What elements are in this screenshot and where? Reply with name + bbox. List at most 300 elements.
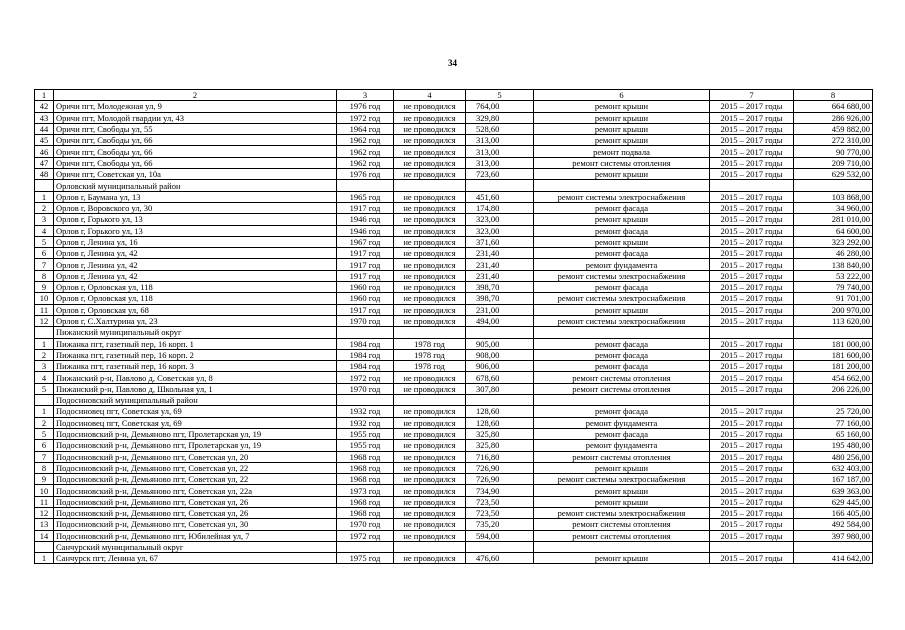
last-capital-repair-cell: 1978 год	[394, 349, 466, 360]
area-cell: 726,90	[466, 474, 534, 485]
last-capital-repair-cell: не проводился	[394, 191, 466, 202]
empty-cell	[534, 395, 710, 406]
table-row	[35, 225, 873, 236]
work-type-cell: ремонт крыши	[534, 123, 710, 134]
area-cell: 734,90	[466, 485, 534, 496]
work-type-cell: ремонт системы электроснабжения	[534, 507, 710, 518]
row-number: 48	[35, 169, 54, 180]
address-cell: Пижанский р-н, Павлово д, Советская ул, 8	[54, 372, 337, 383]
section-title: Пижанский муниципальный округ	[54, 327, 337, 338]
area-cell: 128,60	[466, 406, 534, 417]
cost-cell: 53 222,00	[794, 270, 873, 281]
row-number	[35, 327, 54, 338]
row-number: 10	[35, 293, 54, 304]
work-type-cell: ремонт подвала	[534, 146, 710, 157]
work-type-cell: ремонт фасада	[534, 361, 710, 372]
table-row	[35, 214, 873, 225]
empty-cell	[394, 541, 466, 552]
table-row	[35, 462, 873, 473]
table-row	[35, 530, 873, 541]
area-cell: 128,60	[466, 417, 534, 428]
address-cell: Пижанский р-н, Павлово д, Школьная ул, 1	[54, 383, 337, 394]
commission-year-cell: 1976 год	[337, 169, 394, 180]
last-capital-repair-cell: не проводился	[394, 315, 466, 326]
empty-cell	[466, 327, 534, 338]
address-cell: Подосиновский р-н, Демьяново пгт, Советская ул, 20	[54, 451, 337, 462]
empty-cell	[794, 395, 873, 406]
address-cell: Орлов г, Орловская ул, 68	[54, 304, 337, 315]
table-row	[35, 304, 873, 315]
period-cell: 2015 – 2017 годы	[710, 451, 794, 462]
area-cell: 908,00	[466, 349, 534, 360]
address-cell: Орлов г, Ленина ул, 42	[54, 259, 337, 270]
commission-year-cell: 1962 год	[337, 157, 394, 168]
table-row	[35, 101, 873, 112]
table-row	[35, 315, 873, 326]
table-row	[35, 248, 873, 259]
period-cell: 2015 – 2017 годы	[710, 123, 794, 134]
last-capital-repair-cell: не проводился	[394, 372, 466, 383]
empty-cell	[394, 180, 466, 191]
area-cell: 723,50	[466, 496, 534, 507]
table-row	[35, 474, 873, 485]
last-capital-repair-cell: не проводился	[394, 304, 466, 315]
empty-cell	[337, 541, 394, 552]
cost-cell: 286 926,00	[794, 112, 873, 123]
area-cell: 371,60	[466, 236, 534, 247]
empty-cell	[466, 180, 534, 191]
last-capital-repair-cell: не проводился	[394, 169, 466, 180]
last-capital-repair-cell: не проводился	[394, 530, 466, 541]
row-number: 9	[35, 282, 54, 293]
row-number: 12	[35, 315, 54, 326]
table-row	[35, 191, 873, 202]
commission-year-cell: 1955 год	[337, 440, 394, 451]
cost-cell: 195 480,00	[794, 440, 873, 451]
commission-year-cell: 1973 год	[337, 485, 394, 496]
last-capital-repair-cell: не проводился	[394, 519, 466, 530]
period-cell: 2015 – 2017 годы	[710, 293, 794, 304]
work-type-cell: ремонт фасада	[534, 225, 710, 236]
section-row	[35, 395, 873, 406]
work-type-cell: ремонт системы электроснабжения	[534, 270, 710, 281]
area-cell: 678,60	[466, 372, 534, 383]
cost-cell: 25 720,00	[794, 406, 873, 417]
row-number: 6	[35, 248, 54, 259]
last-capital-repair-cell: не проводился	[394, 553, 466, 564]
period-cell: 2015 – 2017 годы	[710, 496, 794, 507]
work-type-cell: ремонт крыши	[534, 214, 710, 225]
cost-cell: 200 970,00	[794, 304, 873, 315]
work-type-cell: ремонт крыши	[534, 101, 710, 112]
work-type-cell: ремонт системы электроснабжения	[534, 293, 710, 304]
cost-cell: 632 403,00	[794, 462, 873, 473]
period-cell: 2015 – 2017 годы	[710, 338, 794, 349]
cost-cell: 209 710,00	[794, 157, 873, 168]
column-header: 8	[794, 90, 873, 101]
cost-cell: 181 600,00	[794, 349, 873, 360]
commission-year-cell: 1946 год	[337, 214, 394, 225]
period-cell: 2015 – 2017 годы	[710, 315, 794, 326]
last-capital-repair-cell: 1978 год	[394, 361, 466, 372]
last-capital-repair-cell: не проводился	[394, 135, 466, 146]
address-cell: Оричи пгт, Свободы ул, 66	[54, 146, 337, 157]
empty-cell	[794, 327, 873, 338]
empty-cell	[534, 541, 710, 552]
address-cell: Подосиновец пгт, Советская ул, 69	[54, 417, 337, 428]
last-capital-repair-cell: не проводился	[394, 270, 466, 281]
row-number: 7	[35, 451, 54, 462]
empty-cell	[794, 541, 873, 552]
cost-cell: 90 770,00	[794, 146, 873, 157]
row-number: 13	[35, 519, 54, 530]
commission-year-cell: 1967 год	[337, 236, 394, 247]
address-cell: Подосиновский р-н, Демьяново пгт, Советская ул, 26	[54, 496, 337, 507]
work-type-cell: ремонт фасада	[534, 282, 710, 293]
row-number	[35, 541, 54, 552]
last-capital-repair-cell: не проводился	[394, 259, 466, 270]
last-capital-repair-cell: не проводился	[394, 440, 466, 451]
work-type-cell: ремонт системы отопления	[534, 383, 710, 394]
address-cell: Оричи пгт, Молодежная ул, 9	[54, 101, 337, 112]
period-cell: 2015 – 2017 годы	[710, 169, 794, 180]
last-capital-repair-cell: не проводился	[394, 496, 466, 507]
last-capital-repair-cell: не проводился	[394, 507, 466, 518]
work-type-cell: ремонт крыши	[534, 304, 710, 315]
area-cell: 325,80	[466, 440, 534, 451]
last-capital-repair-cell: не проводился	[394, 157, 466, 168]
period-cell: 2015 – 2017 годы	[710, 135, 794, 146]
cost-cell: 181 200,00	[794, 361, 873, 372]
commission-year-cell: 1972 год	[337, 112, 394, 123]
last-capital-repair-cell: не проводился	[394, 123, 466, 134]
column-header: 4	[394, 90, 466, 101]
row-number: 3	[35, 214, 54, 225]
commission-year-cell: 1972 год	[337, 530, 394, 541]
period-cell: 2015 – 2017 годы	[710, 462, 794, 473]
section-title: Подосиновский муниципальный район	[54, 395, 337, 406]
cost-cell: 64 600,00	[794, 225, 873, 236]
commission-year-cell: 1970 год	[337, 383, 394, 394]
area-cell: 231,40	[466, 259, 534, 270]
work-type-cell: ремонт системы электроснабжения	[534, 474, 710, 485]
period-cell: 2015 – 2017 годы	[710, 146, 794, 157]
table-row	[35, 270, 873, 281]
period-cell: 2015 – 2017 годы	[710, 214, 794, 225]
empty-cell	[710, 327, 794, 338]
address-cell: Подосиновский р-н, Демьяново пгт, Советская ул, 30	[54, 519, 337, 530]
commission-year-cell: 1975 год	[337, 553, 394, 564]
work-type-cell: ремонт системы электроснабжения	[534, 315, 710, 326]
table-row	[35, 519, 873, 530]
period-cell: 2015 – 2017 годы	[710, 270, 794, 281]
table-row	[35, 372, 873, 383]
commission-year-cell: 1970 год	[337, 315, 394, 326]
period-cell: 2015 – 2017 годы	[710, 530, 794, 541]
address-cell: Подосиновский р-н, Демьяново пгт, Советская ул, 22	[54, 474, 337, 485]
table-row	[35, 451, 873, 462]
last-capital-repair-cell: не проводился	[394, 474, 466, 485]
row-number	[35, 395, 54, 406]
table-row	[35, 236, 873, 247]
period-cell: 2015 – 2017 годы	[710, 406, 794, 417]
address-cell: Пижанка пгт, газетный пер, 16 корп. 3	[54, 361, 337, 372]
work-type-cell: ремонт системы электроснабжения	[534, 191, 710, 202]
row-number: 7	[35, 259, 54, 270]
commission-year-cell: 1972 год	[337, 372, 394, 383]
address-cell: Орлов г, Баумана ул, 13	[54, 191, 337, 202]
table-row	[35, 338, 873, 349]
address-cell: Орлов г, Ленина ул, 16	[54, 236, 337, 247]
work-type-cell: ремонт крыши	[534, 553, 710, 564]
commission-year-cell: 1960 год	[337, 282, 394, 293]
section-row	[35, 327, 873, 338]
row-number: 14	[35, 530, 54, 541]
work-type-cell: ремонт крыши	[534, 169, 710, 180]
row-number: 44	[35, 123, 54, 134]
work-type-cell: ремонт фасада	[534, 202, 710, 213]
address-cell: Орлов г, Ленина ул, 42	[54, 248, 337, 259]
row-number: 10	[35, 485, 54, 496]
cost-cell: 397 980,00	[794, 530, 873, 541]
table-row	[35, 112, 873, 123]
cost-cell: 166 405,00	[794, 507, 873, 518]
empty-cell	[394, 327, 466, 338]
section-title: Орловский муниципальный район	[54, 180, 337, 191]
table-row	[35, 157, 873, 168]
address-cell: Подосиновский р-н, Демьяново пгт, Советская ул, 26	[54, 507, 337, 518]
period-cell: 2015 – 2017 годы	[710, 202, 794, 213]
column-header: 2	[54, 90, 337, 101]
empty-cell	[794, 180, 873, 191]
work-type-cell: ремонт фасада	[534, 406, 710, 417]
table-row	[35, 146, 873, 157]
address-cell: Оричи пгт, Свободы ул, 66	[54, 135, 337, 146]
cost-cell: 459 882,00	[794, 123, 873, 134]
empty-cell	[534, 180, 710, 191]
address-cell: Орлов г, Ленина ул, 42	[54, 270, 337, 281]
row-number: 8	[35, 270, 54, 281]
empty-cell	[337, 327, 394, 338]
table-row	[35, 417, 873, 428]
row-number: 1	[35, 191, 54, 202]
area-cell: 723,60	[466, 169, 534, 180]
page-number: 34	[448, 58, 457, 68]
period-cell: 2015 – 2017 годы	[710, 383, 794, 394]
period-cell: 2015 – 2017 годы	[710, 112, 794, 123]
section-title: Санчурский муниципальный округ	[54, 541, 337, 552]
commission-year-cell: 1962 год	[337, 135, 394, 146]
empty-cell	[394, 395, 466, 406]
address-cell: Оричи пгт, Молодой гвардии ул, 43	[54, 112, 337, 123]
area-cell: 716,80	[466, 451, 534, 462]
work-type-cell: ремонт фасада	[534, 349, 710, 360]
period-cell: 2015 – 2017 годы	[710, 428, 794, 439]
empty-cell	[710, 180, 794, 191]
last-capital-repair-cell: не проводился	[394, 101, 466, 112]
work-type-cell: ремонт крыши	[534, 485, 710, 496]
period-cell: 2015 – 2017 годы	[710, 191, 794, 202]
address-cell: Оричи пгт, Свободы ул, 55	[54, 123, 337, 134]
cost-cell: 629 445,00	[794, 496, 873, 507]
address-cell: Пижанка пгт, газетный пер, 16 корп. 2	[54, 349, 337, 360]
cost-cell: 323 292,00	[794, 236, 873, 247]
commission-year-cell: 1970 год	[337, 519, 394, 530]
last-capital-repair-cell: не проводился	[394, 451, 466, 462]
period-cell: 2015 – 2017 годы	[710, 361, 794, 372]
table-row	[35, 496, 873, 507]
row-number: 8	[35, 462, 54, 473]
table-row	[35, 553, 873, 564]
commission-year-cell: 1962 год	[337, 146, 394, 157]
row-number: 45	[35, 135, 54, 146]
cost-cell: 664 680,00	[794, 101, 873, 112]
last-capital-repair-cell: не проводился	[394, 462, 466, 473]
area-cell: 398,70	[466, 293, 534, 304]
table-row	[35, 507, 873, 518]
last-capital-repair-cell: не проводился	[394, 428, 466, 439]
row-number: 3	[35, 361, 54, 372]
address-cell: Орлов г, С.Халтурина ул, 23	[54, 315, 337, 326]
period-cell: 2015 – 2017 годы	[710, 304, 794, 315]
table-row	[35, 485, 873, 496]
area-cell: 325,80	[466, 428, 534, 439]
commission-year-cell: 1976 год	[337, 101, 394, 112]
work-type-cell: ремонт крыши	[534, 496, 710, 507]
commission-year-cell: 1917 год	[337, 270, 394, 281]
work-type-cell: ремонт системы отопления	[534, 451, 710, 462]
table-row	[35, 202, 873, 213]
cost-cell: 103 868,00	[794, 191, 873, 202]
last-capital-repair-cell: не проводился	[394, 485, 466, 496]
cost-cell: 167 187,00	[794, 474, 873, 485]
work-type-cell: ремонт фасада	[534, 428, 710, 439]
cost-cell: 65 160,00	[794, 428, 873, 439]
row-number: 11	[35, 496, 54, 507]
area-cell: 594,00	[466, 530, 534, 541]
work-type-cell: ремонт крыши	[534, 462, 710, 473]
address-cell: Орлов г, Воровского ул, 30	[54, 202, 337, 213]
area-cell: 323,00	[466, 214, 534, 225]
work-type-cell: ремонт крыши	[534, 112, 710, 123]
commission-year-cell: 1968 год	[337, 474, 394, 485]
table-row	[35, 135, 873, 146]
last-capital-repair-cell: 1978 год	[394, 338, 466, 349]
cost-cell: 181 000,00	[794, 338, 873, 349]
table-row	[35, 383, 873, 394]
row-number: 42	[35, 101, 54, 112]
work-type-cell: ремонт системы отопления	[534, 519, 710, 530]
period-cell: 2015 – 2017 годы	[710, 417, 794, 428]
area-cell: 476,60	[466, 553, 534, 564]
commission-year-cell: 1917 год	[337, 259, 394, 270]
cost-cell: 281 010,00	[794, 214, 873, 225]
cost-cell: 79 740,00	[794, 282, 873, 293]
area-cell: 528,60	[466, 123, 534, 134]
period-cell: 2015 – 2017 годы	[710, 282, 794, 293]
row-number: 1	[35, 406, 54, 417]
empty-cell	[466, 395, 534, 406]
area-cell: 231,40	[466, 248, 534, 259]
area-cell: 313,00	[466, 157, 534, 168]
cost-cell: 492 584,00	[794, 519, 873, 530]
cost-cell: 34 960,00	[794, 202, 873, 213]
last-capital-repair-cell: не проводился	[394, 282, 466, 293]
address-cell: Орлов г, Орловская ул, 118	[54, 293, 337, 304]
empty-cell	[466, 541, 534, 552]
cost-cell: 414 642,00	[794, 553, 873, 564]
area-cell: 307,80	[466, 383, 534, 394]
row-number	[35, 180, 54, 191]
period-cell: 2015 – 2017 годы	[710, 349, 794, 360]
column-header: 5	[466, 90, 534, 101]
period-cell: 2015 – 2017 годы	[710, 248, 794, 259]
area-cell: 231,40	[466, 270, 534, 281]
area-cell: 723,50	[466, 507, 534, 518]
period-cell: 2015 – 2017 годы	[710, 519, 794, 530]
work-type-cell: ремонт крыши	[534, 236, 710, 247]
commission-year-cell: 1946 год	[337, 225, 394, 236]
row-number: 47	[35, 157, 54, 168]
row-number: 2	[35, 349, 54, 360]
commission-year-cell: 1960 год	[337, 293, 394, 304]
work-type-cell: ремонт фундамента	[534, 417, 710, 428]
commission-year-cell: 1968 год	[337, 496, 394, 507]
last-capital-repair-cell: не проводился	[394, 112, 466, 123]
address-cell: Подосиновский р-н, Демьяново пгт, Пролетарская ул, 19	[54, 428, 337, 439]
area-cell: 735,20	[466, 519, 534, 530]
work-type-cell: ремонт крыши	[534, 135, 710, 146]
last-capital-repair-cell: не проводился	[394, 236, 466, 247]
commission-year-cell: 1964 год	[337, 123, 394, 134]
area-cell: 764,00	[466, 101, 534, 112]
empty-cell	[337, 395, 394, 406]
row-number: 2	[35, 417, 54, 428]
address-cell: Подосиновский р-н, Демьяново пгт, Советская ул, 22а	[54, 485, 337, 496]
cost-cell: 639 363,00	[794, 485, 873, 496]
last-capital-repair-cell: не проводился	[394, 383, 466, 394]
commission-year-cell: 1984 год	[337, 338, 394, 349]
period-cell: 2015 – 2017 годы	[710, 101, 794, 112]
commission-year-cell: 1917 год	[337, 202, 394, 213]
table-row	[35, 428, 873, 439]
row-number: 1	[35, 338, 54, 349]
table-row	[35, 282, 873, 293]
section-row	[35, 180, 873, 191]
last-capital-repair-cell: не проводился	[394, 406, 466, 417]
period-cell: 2015 – 2017 годы	[710, 474, 794, 485]
table-row	[35, 123, 873, 134]
area-cell: 313,00	[466, 135, 534, 146]
address-cell: Подосиновский р-н, Демьяново пгт, Советская ул, 22	[54, 462, 337, 473]
address-cell: Орлов г, Горького ул, 13	[54, 214, 337, 225]
area-cell: 231,00	[466, 304, 534, 315]
table-row	[35, 361, 873, 372]
row-number: 1	[35, 553, 54, 564]
row-number: 4	[35, 372, 54, 383]
cost-cell: 629 532,00	[794, 169, 873, 180]
empty-cell	[710, 541, 794, 552]
work-type-cell: ремонт системы отопления	[534, 530, 710, 541]
work-type-cell: ремонт фасада	[534, 248, 710, 259]
row-number: 43	[35, 112, 54, 123]
row-number: 46	[35, 146, 54, 157]
address-cell: Пижанка пгт, газетный пер, 16 корп. 1	[54, 338, 337, 349]
last-capital-repair-cell: не проводился	[394, 225, 466, 236]
period-cell: 2015 – 2017 годы	[710, 236, 794, 247]
commission-year-cell: 1917 год	[337, 304, 394, 315]
column-header: 1	[35, 90, 54, 101]
